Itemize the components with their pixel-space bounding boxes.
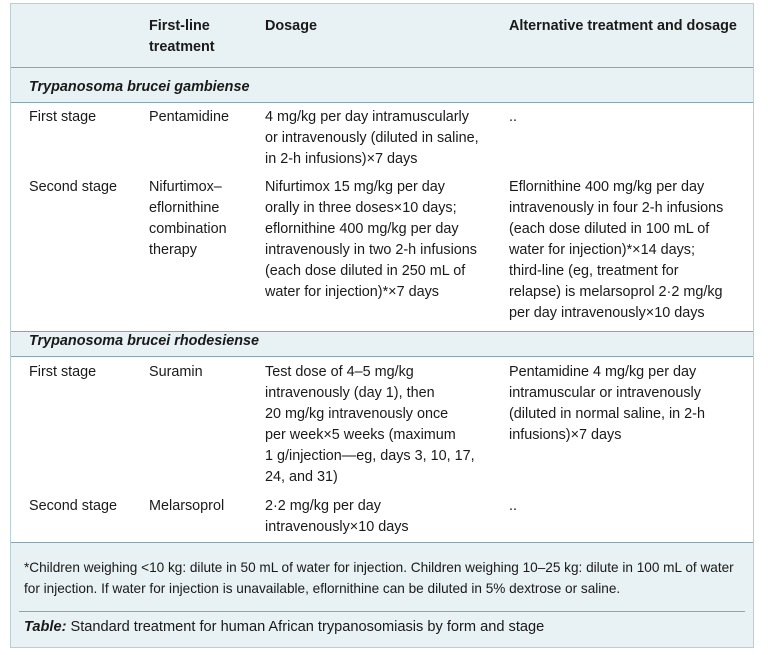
row-alternative: ..	[509, 498, 517, 514]
table-caption	[24, 619, 544, 635]
section-rule	[11, 331, 753, 332]
header-alternative: Alternative treatment and dosage	[509, 18, 737, 34]
row-alternative: Eflornithine 400 mg/kg per day intravenously in four 2-h infusions (each dose diluted in 100 mL of water for injection)*×14 days; third-line (eg, treatment for relapse) is melarsoprol 2·2 mg/kg per day intravenously×10 days	[509, 179, 724, 321]
row-stage: Second stage	[29, 179, 118, 195]
table-bottom-rule	[11, 542, 753, 543]
row-treatment: Suramin	[149, 364, 203, 380]
row-dosage: Nifurtimox 15 mg/kg per day orally in three doses×10 days; eflornithine 400 mg/kg per day intravenously in two 2-h infusions (each dose diluted in 250 mL of water for injection)*×7 days	[265, 179, 477, 300]
row-treatment: Pentamidine	[149, 109, 229, 125]
footnote: *Children weighing <10 kg: dilute in 50 mL of water for injection. Children weighing 10–25 kg: dilute in 100 mL of water for injection. If water for injection is unavailable, eflornithine can be diluted in 5% dextrose or saline.	[24, 560, 734, 596]
header-dosage: Dosage	[265, 18, 317, 34]
caption-label: Table:	[24, 619, 67, 635]
caption-rule	[19, 611, 745, 612]
row-stage: First stage	[29, 109, 97, 125]
row-dosage: Test dose of 4–5 mg/kg intravenously (day 1), then 20 mg/kg intravenously once per week×5 weeks (maximum 1 g/injection—eg, days 3, 10, 17, 24, and 31)	[265, 364, 475, 485]
row-dosage: 4 mg/kg per day intramuscularly or intravenously (diluted in saline, in 2-h infusions)×7 days	[265, 109, 479, 167]
section-title-gambiense: Trypanosoma brucei gambiense	[29, 79, 250, 95]
header-rule	[11, 67, 753, 68]
section-title-rhodesiense: Trypanosoma brucei rhodesiense	[29, 333, 260, 349]
row-alternative: Pentamidine 4 mg/kg per day intramuscular or intravenously (diluted in normal saline, in 2-h infusions)×7 days	[509, 364, 705, 443]
row-dosage: 2·2 mg/kg per day intravenously×10 days	[265, 498, 409, 535]
section-body-rhodesiense	[11, 357, 753, 542]
header-first-line-treatment: First-line treatment	[149, 18, 215, 55]
row-stage: Second stage	[29, 498, 118, 514]
row-alternative: ..	[509, 109, 517, 125]
caption-text: Standard treatment for human African trypanosomiasis by form and stage	[66, 619, 545, 635]
row-stage: First stage	[29, 364, 97, 380]
row-treatment: Nifurtimox– eflornithine combination therapy	[149, 179, 227, 258]
section-body-gambiense	[11, 103, 753, 331]
table-frame	[10, 3, 754, 648]
row-treatment: Melarsoprol	[149, 498, 225, 514]
